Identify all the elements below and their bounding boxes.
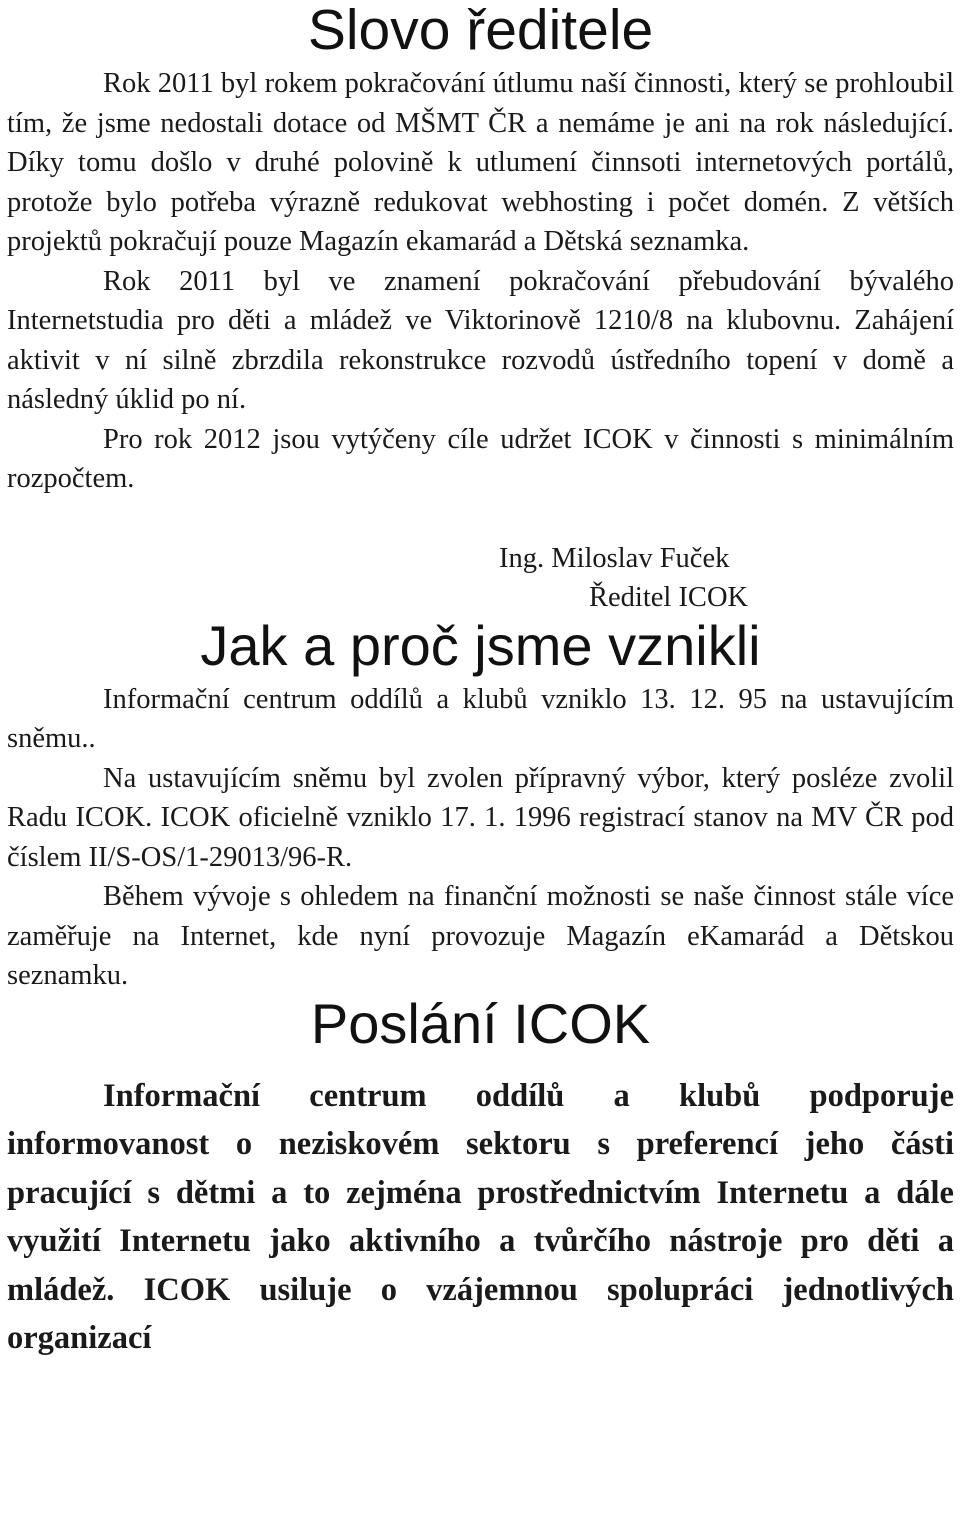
mission-section — [7, 991, 954, 1363]
mission-paragraph: Informační centrum oddílů a klubů podporuje informovanost o neziskovém sektoru s preferencí jeho části pracující s dětmi a to zejména prostřednictvím Internetu a dále využití Internetu jako aktivního a tvůrčího nástroje pro děti a mládež. ICOK usiluje o vzájemnou spolupráci jednotlivých organizací — [7, 1077, 954, 1356]
origin-paragraph-2: Na ustavujícím sněmu byl zvolen přípravný výbor, který posléze zvolil Radu ICOK. ICOK oficielně vzniklo 17. 1. 1996 registrací stanov na MV ČR pod číslem II/S-OS/1-29013/96-R. — [7, 762, 954, 873]
director-paragraph-1: Rok 2011 byl rokem pokračování útlumu naší činnosti, který se prohloubil tím, že jsme nedostali dotace od MŠMT ČR a nemáme je ani na rok následující. Díky tomu došlo v druhé polovině k utlumení činnsoti internetových portálů, protože bylo potřeba výrazně redukovat webhosting i počet domén. Z větších projektů pokračují pouze Magazín ekamarád a Dětská seznamka. — [7, 68, 954, 257]
origin-heading: Jak a proč jsme vznikli — [200, 613, 761, 677]
origin-section — [7, 613, 954, 996]
director-section — [7, 0, 954, 618]
mission-heading: Poslání ICOK — [310, 991, 651, 1055]
signature-name: Ing. Miloslav Fuček — [499, 542, 730, 574]
director-paragraph-3: Pro rok 2012 jsou vytýčeny cíle udržet ICOK v činnosti s minimálním rozpočtem. — [7, 423, 954, 494]
origin-paragraph-1: Informační centrum oddílů a klubů vzniklo 13. 12. 95 na ustavujícím sněmu.. — [7, 683, 954, 754]
signature-title: Ředitel ICOK — [589, 582, 749, 613]
signature-block — [7, 539, 954, 618]
director-paragraph-2: Rok 2011 byl ve znamení pokračování přebudování bývalého Internetstudia pro děti a mládež ve Viktorinově 1210/8 na klubovnu. Zahájení aktivit v ní silně zbrzdila rekonstrukce rozvodů ústředního topení v domě a následný úklid po ní. — [7, 265, 954, 415]
director-heading: Slovo ředitele — [307, 0, 654, 62]
origin-paragraph-3: Během vývoje s ohledem na finanční možnosti se naše činnost stále více zaměřuje na Internet, kde nyní provozuje Magazín eKamarád a Dětskou seznamku. — [7, 881, 954, 991]
